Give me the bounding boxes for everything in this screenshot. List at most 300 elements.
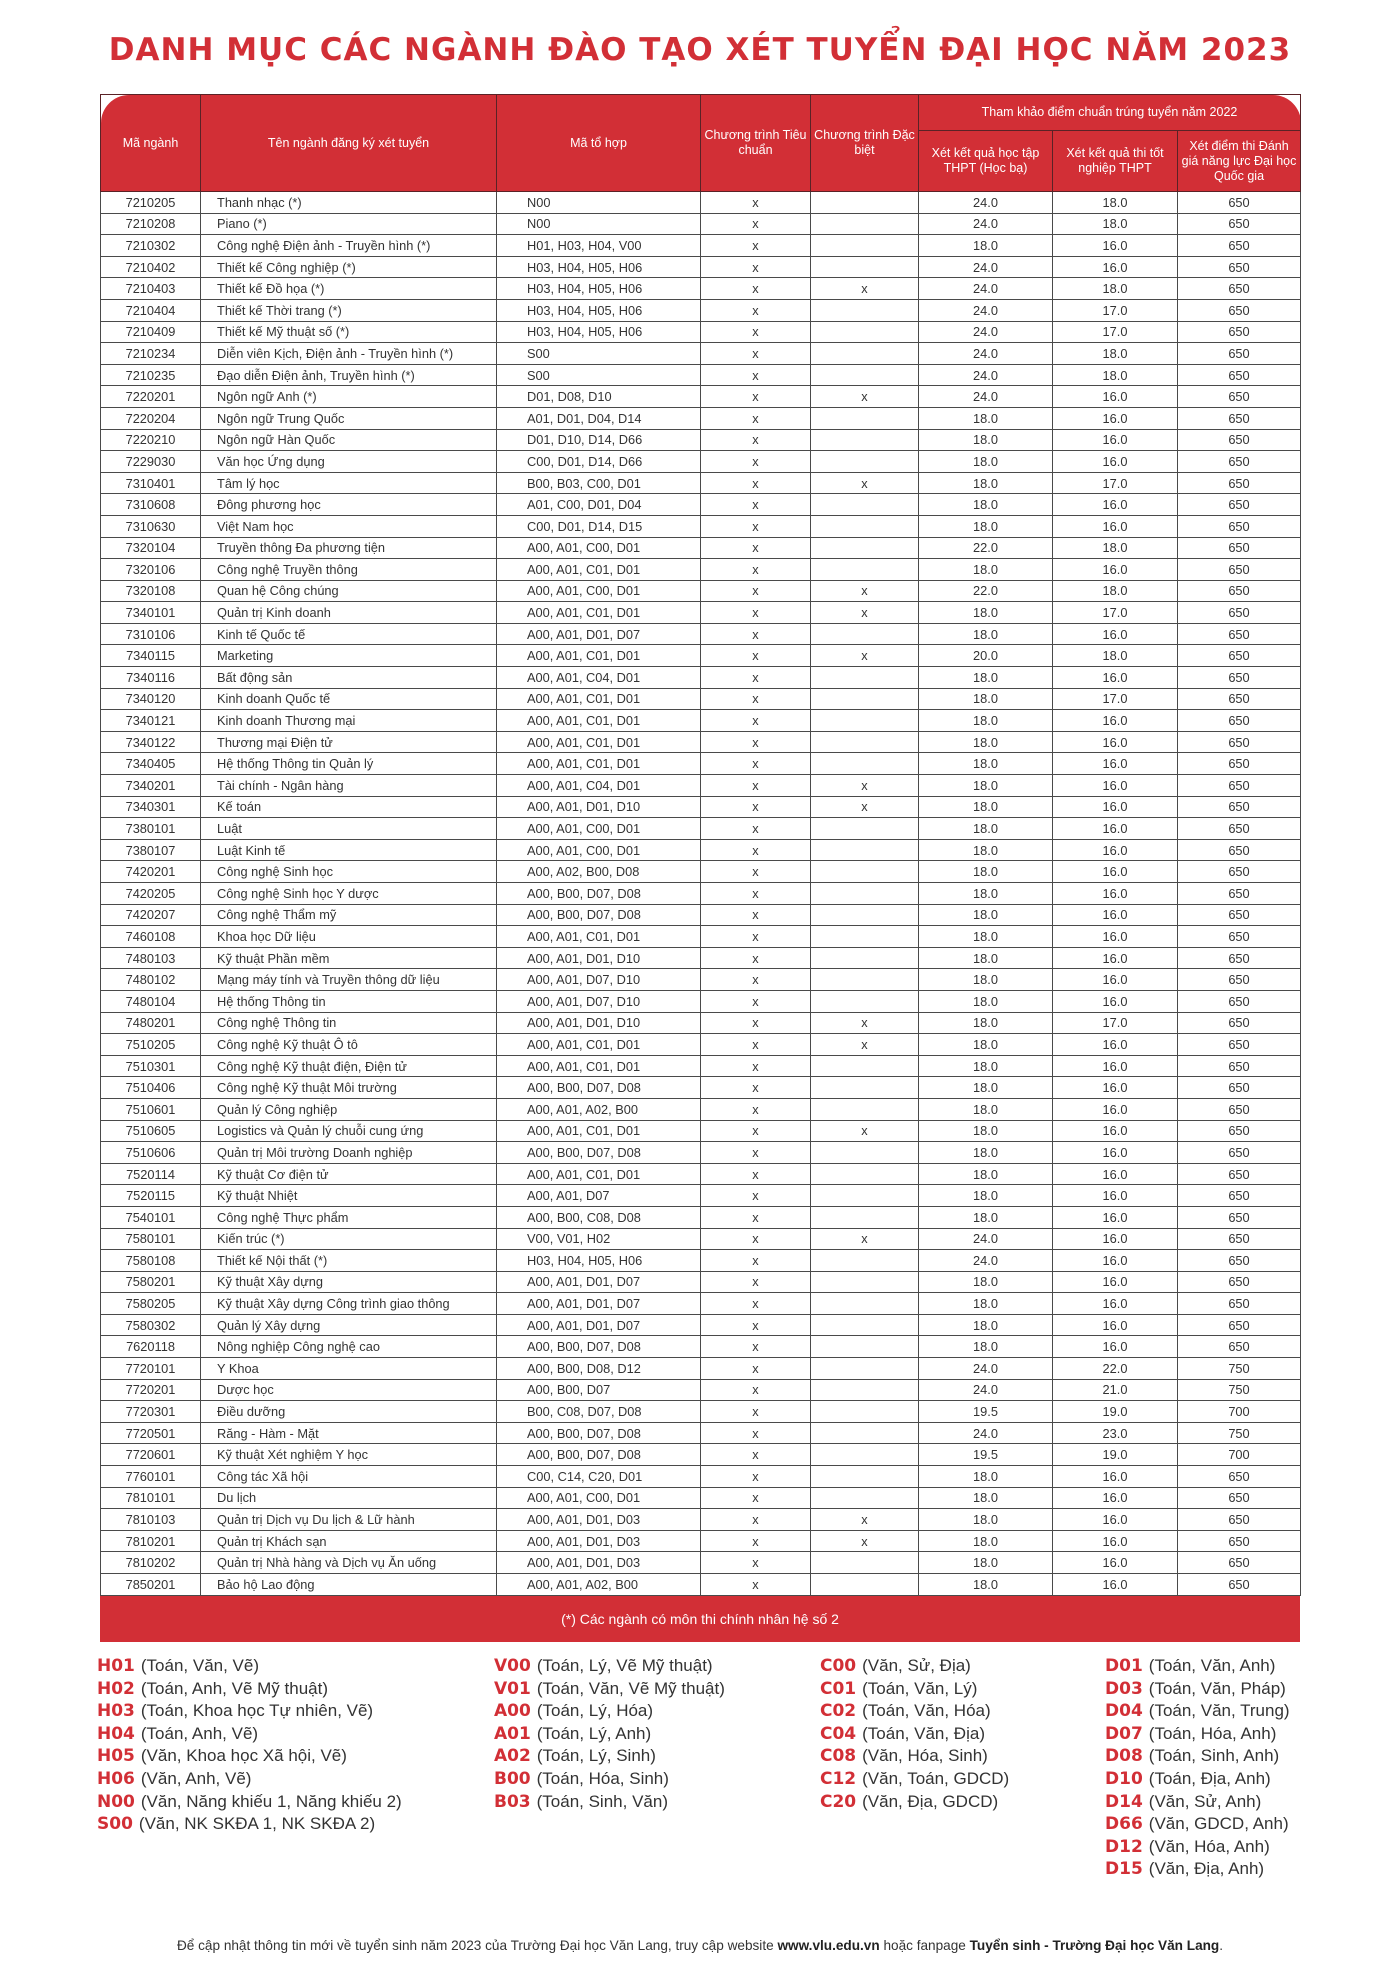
cell-standard: x xyxy=(701,1530,811,1552)
cell-standard: x xyxy=(701,386,811,408)
header-standard-program: Chương trình Tiêu chuẩn xyxy=(701,95,811,192)
legend-description: (Văn, Sử, Anh) xyxy=(1148,1791,1262,1811)
cell-code: 7340201 xyxy=(101,775,201,797)
cell-dgnl: 650 xyxy=(1178,1314,1301,1336)
cell-dgnl: 650 xyxy=(1178,429,1301,451)
cell-combos: A00, A01, C01, D01 xyxy=(497,731,701,753)
legend-item xyxy=(494,1700,725,1723)
table-row xyxy=(101,1574,1301,1596)
cell-thpt: 16.0 xyxy=(1053,883,1178,905)
cell-code: 7340120 xyxy=(101,688,201,710)
legend-item xyxy=(97,1655,402,1678)
cell-combos: D01, D10, D14, D66 xyxy=(497,429,701,451)
cell-standard: x xyxy=(701,645,811,667)
cell-name: Công tác Xã hội xyxy=(201,1466,497,1488)
cell-hocba: 18.0 xyxy=(919,602,1053,624)
cell-special xyxy=(811,1422,919,1444)
table-row xyxy=(101,537,1301,559)
cell-code: 7480201 xyxy=(101,1012,201,1034)
cell-thpt: 16.0 xyxy=(1053,818,1178,840)
cell-dgnl: 650 xyxy=(1178,969,1301,991)
cell-code: 7520114 xyxy=(101,1163,201,1185)
legend-description: (Toán, Văn, Địa) xyxy=(862,1723,985,1743)
cell-standard: x xyxy=(701,990,811,1012)
cell-name: Kỹ thuật Phần mềm xyxy=(201,947,497,969)
table-row xyxy=(101,602,1301,624)
cell-combos: A00, B00, D07, D08 xyxy=(497,1142,701,1164)
cell-hocba: 24.0 xyxy=(919,1379,1053,1401)
legend-code: D66 xyxy=(1105,1814,1143,1835)
legend-code: D03 xyxy=(1105,1678,1143,1699)
legend-item xyxy=(494,1723,725,1746)
legend-code: D12 xyxy=(1105,1836,1143,1857)
cell-name: Nông nghiệp Công nghệ cao xyxy=(201,1336,497,1358)
cell-combos: H03, H04, H05, H06 xyxy=(497,321,701,343)
cell-combos: H03, H04, H05, H06 xyxy=(497,256,701,278)
cell-hocba: 18.0 xyxy=(919,926,1053,948)
cell-special xyxy=(811,515,919,537)
cell-standard: x xyxy=(701,1379,811,1401)
cell-standard: x xyxy=(701,1163,811,1185)
cell-special xyxy=(811,688,919,710)
cell-thpt: 17.0 xyxy=(1053,688,1178,710)
cell-dgnl: 650 xyxy=(1178,537,1301,559)
legend-code: D01 xyxy=(1105,1656,1143,1676)
legend-description: (Văn, Địa, Anh) xyxy=(1148,1859,1265,1879)
cell-code: 7510301 xyxy=(101,1055,201,1077)
cell-combos: A00, A01, C01, D01 xyxy=(497,926,701,948)
legend-code: H06 xyxy=(97,1768,135,1789)
cell-standard: x xyxy=(701,1487,811,1509)
cell-standard: x xyxy=(701,667,811,689)
cell-name: Kỹ thuật Xây dựng Công trình giao thông xyxy=(201,1293,497,1315)
cell-special: x xyxy=(811,1120,919,1142)
cell-code: 7220210 xyxy=(101,429,201,451)
cell-name: Tài chính - Ngân hàng xyxy=(201,775,497,797)
cell-code: 7340122 xyxy=(101,731,201,753)
cell-standard: x xyxy=(701,1120,811,1142)
cell-special xyxy=(811,969,919,991)
cell-code: 7340405 xyxy=(101,753,201,775)
header-combos: Mã tổ hợp xyxy=(497,95,701,192)
cell-dgnl: 750 xyxy=(1178,1358,1301,1380)
cell-hocba: 24.0 xyxy=(919,213,1053,235)
legend-description: (Văn, Anh, Vẽ) xyxy=(140,1768,252,1788)
cell-name: Quản trị Nhà hàng và Dịch vụ Ăn uống xyxy=(201,1552,497,1574)
footer-fanpage-link[interactable]: Tuyển sinh - Trường Đại học Văn Lang xyxy=(969,1938,1220,1953)
cell-hocba: 18.0 xyxy=(919,1120,1053,1142)
cell-thpt: 23.0 xyxy=(1053,1422,1178,1444)
table-row xyxy=(101,1379,1301,1401)
cell-code: 7210234 xyxy=(101,343,201,365)
cell-code: 7510605 xyxy=(101,1120,201,1142)
cell-code: 7720201 xyxy=(101,1379,201,1401)
legend-description: (Văn, Địa, GDCD) xyxy=(862,1791,999,1811)
cell-dgnl: 650 xyxy=(1178,386,1301,408)
cell-thpt: 18.0 xyxy=(1053,278,1178,300)
table-row xyxy=(101,1487,1301,1509)
cell-code: 7310106 xyxy=(101,623,201,645)
cell-dgnl: 650 xyxy=(1178,1530,1301,1552)
cell-dgnl: 650 xyxy=(1178,1034,1301,1056)
legend-code: A02 xyxy=(494,1746,531,1767)
cell-combos: S00 xyxy=(497,364,701,386)
cell-hocba: 24.0 xyxy=(919,256,1053,278)
cell-hocba: 18.0 xyxy=(919,710,1053,732)
cell-standard: x xyxy=(701,299,811,321)
cell-combos: A00, A01, C01, D01 xyxy=(497,710,701,732)
legend-description: (Văn, Sử, Địa) xyxy=(862,1656,971,1675)
cell-thpt: 17.0 xyxy=(1053,602,1178,624)
cell-name: Kỹ thuật Xét nghiệm Y học xyxy=(201,1444,497,1466)
cell-name: Ngôn ngữ Anh (*) xyxy=(201,386,497,408)
cell-dgnl: 650 xyxy=(1178,796,1301,818)
cell-dgnl: 650 xyxy=(1178,472,1301,494)
cell-special xyxy=(811,537,919,559)
cell-dgnl: 650 xyxy=(1178,1336,1301,1358)
page-title: DANH MỤC CÁC NGÀNH ĐÀO TẠO XÉT TUYỂN ĐẠI HỌC NĂM 2023 xyxy=(108,32,1292,68)
table-row xyxy=(101,1250,1301,1272)
cell-name: Việt Nam học xyxy=(201,515,497,537)
cell-combos: A00, A01, C01, D01 xyxy=(497,559,701,581)
legend-item xyxy=(820,1745,1009,1768)
cell-standard: x xyxy=(701,1552,811,1574)
cell-standard: x xyxy=(701,364,811,386)
cell-dgnl: 650 xyxy=(1178,1228,1301,1250)
cell-dgnl: 650 xyxy=(1178,883,1301,905)
cell-name: Kiến trúc (*) xyxy=(201,1228,497,1250)
cell-combos: A00, B00, D07, D08 xyxy=(497,883,701,905)
cell-hocba: 18.0 xyxy=(919,883,1053,905)
cell-name: Marketing xyxy=(201,645,497,667)
cell-code: 7320108 xyxy=(101,580,201,602)
cell-special xyxy=(811,1358,919,1380)
table-row xyxy=(101,883,1301,905)
cell-special xyxy=(811,494,919,516)
cell-thpt: 17.0 xyxy=(1053,299,1178,321)
cell-name: Quản lý Xây dựng xyxy=(201,1314,497,1336)
cell-dgnl: 650 xyxy=(1178,731,1301,753)
cell-standard: x xyxy=(701,1250,811,1272)
cell-thpt: 18.0 xyxy=(1053,364,1178,386)
cell-standard: x xyxy=(701,602,811,624)
cell-thpt: 16.0 xyxy=(1053,667,1178,689)
cell-name: Kỹ thuật Xây dựng xyxy=(201,1271,497,1293)
cell-hocba: 24.0 xyxy=(919,364,1053,386)
table-row xyxy=(101,1142,1301,1164)
table-row xyxy=(101,1077,1301,1099)
legend-description: (Toán, Khoa học Tự nhiên, Vẽ) xyxy=(140,1701,374,1721)
table-row xyxy=(101,1163,1301,1185)
cell-thpt: 16.0 xyxy=(1053,1250,1178,1272)
cell-dgnl: 650 xyxy=(1178,1206,1301,1228)
cell-combos: A00, A01, C00, D01 xyxy=(497,818,701,840)
cell-standard: x xyxy=(701,839,811,861)
cell-standard: x xyxy=(701,1574,811,1596)
table-row xyxy=(101,1206,1301,1228)
cell-dgnl: 650 xyxy=(1178,775,1301,797)
legend-item xyxy=(97,1768,402,1791)
cell-special: x xyxy=(811,796,919,818)
legend-description: (Văn, Khoa học Xã hội, Vẽ) xyxy=(140,1746,347,1766)
cell-name: Luật xyxy=(201,818,497,840)
table-row xyxy=(101,796,1301,818)
cell-thpt: 16.0 xyxy=(1053,1163,1178,1185)
cell-special: x xyxy=(811,645,919,667)
legend-code: C08 xyxy=(820,1746,857,1767)
cell-combos: A00, A01, D01, D07 xyxy=(497,1314,701,1336)
cell-combos: N00 xyxy=(497,192,701,214)
cell-dgnl: 700 xyxy=(1178,1401,1301,1423)
cell-dgnl: 650 xyxy=(1178,926,1301,948)
cell-standard: x xyxy=(701,775,811,797)
table-row xyxy=(101,559,1301,581)
cell-standard: x xyxy=(701,1012,811,1034)
cell-thpt: 16.0 xyxy=(1053,710,1178,732)
cell-hocba: 18.0 xyxy=(919,1012,1053,1034)
cell-combos: A00, A01, C00, D01 xyxy=(497,537,701,559)
cell-code: 7210402 xyxy=(101,256,201,278)
cell-standard: x xyxy=(701,947,811,969)
table-row xyxy=(101,1314,1301,1336)
cell-special xyxy=(811,407,919,429)
cell-combos: A00, A02, B00, D08 xyxy=(497,861,701,883)
legend-code: B00 xyxy=(494,1768,531,1789)
cell-standard: x xyxy=(701,256,811,278)
majors-table-container xyxy=(100,94,1300,1642)
cell-code: 7720101 xyxy=(101,1358,201,1380)
cell-special xyxy=(811,429,919,451)
cell-combos: A00, B00, D07 xyxy=(497,1379,701,1401)
cell-name: Bảo hộ Lao động xyxy=(201,1574,497,1596)
cell-special xyxy=(811,1336,919,1358)
legend-description: (Toán, Văn, Vẽ) xyxy=(140,1656,260,1675)
cell-combos: C00, C14, C20, D01 xyxy=(497,1466,701,1488)
cell-standard: x xyxy=(701,321,811,343)
cell-combos: H03, H04, H05, H06 xyxy=(497,278,701,300)
cell-code: 7320104 xyxy=(101,537,201,559)
cell-combos: A00, A01, D01, D10 xyxy=(497,796,701,818)
legend-code: D14 xyxy=(1105,1791,1143,1812)
cell-special xyxy=(811,1250,919,1272)
cell-thpt: 16.0 xyxy=(1053,1509,1178,1531)
table-row xyxy=(101,494,1301,516)
cell-dgnl: 650 xyxy=(1178,1509,1301,1531)
cell-special xyxy=(811,818,919,840)
table-row xyxy=(101,472,1301,494)
footer-text-before: Để cập nhật thông tin mới về tuyển sinh năm 2023 của Trường Đại học Văn Lang, truy cập website xyxy=(176,1938,778,1953)
cell-special xyxy=(811,1552,919,1574)
legend-description: (Toán, Văn, Trung) xyxy=(1148,1701,1290,1721)
cell-name: Công nghệ Kỹ thuật Ô tô xyxy=(201,1034,497,1056)
cell-name: Hệ thống Thông tin xyxy=(201,990,497,1012)
cell-code: 7510601 xyxy=(101,1098,201,1120)
cell-name: Mạng máy tính và Truyền thông dữ liệu xyxy=(201,969,497,991)
cell-combos: A00, B00, D07, D08 xyxy=(497,1444,701,1466)
cell-special xyxy=(811,731,919,753)
legend-description: (Toán, Văn, Vẽ Mỹ thuật) xyxy=(536,1678,725,1698)
cell-hocba: 18.0 xyxy=(919,775,1053,797)
cell-hocba: 24.0 xyxy=(919,1250,1053,1272)
cell-special xyxy=(811,1444,919,1466)
legend-description: (Toán, Hóa, Anh) xyxy=(1148,1723,1277,1743)
cell-combos: B00, B03, C00, D01 xyxy=(497,472,701,494)
cell-code: 7420201 xyxy=(101,861,201,883)
cell-hocba: 24.0 xyxy=(919,386,1053,408)
cell-code: 7340121 xyxy=(101,710,201,732)
footer-note xyxy=(0,1938,1400,1953)
cell-code: 7220204 xyxy=(101,407,201,429)
cell-thpt: 17.0 xyxy=(1053,321,1178,343)
cell-combos: A00, A01, D01, D07 xyxy=(497,623,701,645)
cell-name: Đạo diễn Điện ảnh, Truyền hình (*) xyxy=(201,364,497,386)
cell-dgnl: 650 xyxy=(1178,580,1301,602)
legend-item xyxy=(1105,1836,1290,1859)
cell-thpt: 16.0 xyxy=(1053,753,1178,775)
legend-description: (Văn, Hóa, Sinh) xyxy=(862,1746,988,1766)
legend-item xyxy=(1105,1700,1290,1723)
table-row xyxy=(101,947,1301,969)
cell-standard: x xyxy=(701,1336,811,1358)
cell-code: 7810201 xyxy=(101,1530,201,1552)
table-row xyxy=(101,1358,1301,1380)
cell-hocba: 18.0 xyxy=(919,1077,1053,1099)
cell-special xyxy=(811,321,919,343)
table-row xyxy=(101,990,1301,1012)
cell-combos: A00, A01, C01, D01 xyxy=(497,1055,701,1077)
legend-code: A01 xyxy=(494,1723,531,1744)
cell-code: 7480102 xyxy=(101,969,201,991)
cell-name: Thiết kế Đồ họa (*) xyxy=(201,278,497,300)
cell-name: Dược học xyxy=(201,1379,497,1401)
cell-thpt: 16.0 xyxy=(1053,1574,1178,1596)
cell-standard: x xyxy=(701,969,811,991)
cell-dgnl: 650 xyxy=(1178,990,1301,1012)
cell-hocba: 18.0 xyxy=(919,839,1053,861)
cell-thpt: 16.0 xyxy=(1053,1077,1178,1099)
legend-description: (Toán, Lý, Hóa) xyxy=(536,1701,654,1721)
cell-special xyxy=(811,1293,919,1315)
table-row xyxy=(101,192,1301,214)
cell-special xyxy=(811,451,919,473)
cell-hocba: 18.0 xyxy=(919,1142,1053,1164)
cell-special xyxy=(811,1271,919,1293)
legend-code: C02 xyxy=(820,1701,857,1722)
cell-thpt: 18.0 xyxy=(1053,343,1178,365)
cell-hocba: 19.5 xyxy=(919,1401,1053,1423)
table-row xyxy=(101,1466,1301,1488)
cell-special xyxy=(811,192,919,214)
cell-dgnl: 650 xyxy=(1178,343,1301,365)
cell-code: 7580205 xyxy=(101,1293,201,1315)
cell-dgnl: 650 xyxy=(1178,839,1301,861)
cell-thpt: 18.0 xyxy=(1053,213,1178,235)
footer-website-link[interactable]: www.vlu.edu.vn xyxy=(777,1938,880,1953)
cell-dgnl: 650 xyxy=(1178,515,1301,537)
cell-hocba: 18.0 xyxy=(919,515,1053,537)
cell-special xyxy=(811,753,919,775)
cell-thpt: 17.0 xyxy=(1053,472,1178,494)
cell-standard: x xyxy=(701,192,811,214)
cell-special xyxy=(811,839,919,861)
cell-dgnl: 650 xyxy=(1178,559,1301,581)
cell-thpt: 16.0 xyxy=(1053,515,1178,537)
cell-thpt: 16.0 xyxy=(1053,1336,1178,1358)
cell-hocba: 24.0 xyxy=(919,1422,1053,1444)
legend-item xyxy=(97,1813,402,1836)
table-row xyxy=(101,213,1301,235)
cell-standard: x xyxy=(701,1314,811,1336)
table-row xyxy=(101,688,1301,710)
cell-name: Điều dưỡng xyxy=(201,1401,497,1423)
cell-name: Thương mại Điện tử xyxy=(201,731,497,753)
legend-code: N00 xyxy=(97,1791,135,1812)
cell-hocba: 18.0 xyxy=(919,623,1053,645)
cell-code: 7520115 xyxy=(101,1185,201,1207)
cell-special xyxy=(811,883,919,905)
cell-code: 7320106 xyxy=(101,559,201,581)
cell-dgnl: 650 xyxy=(1178,710,1301,732)
table-row xyxy=(101,364,1301,386)
cell-standard: x xyxy=(701,1271,811,1293)
cell-standard: x xyxy=(701,1206,811,1228)
cell-thpt: 16.0 xyxy=(1053,947,1178,969)
cell-special: x xyxy=(811,602,919,624)
cell-special xyxy=(811,710,919,732)
legend-description: (Toán, Anh, Vẽ Mỹ thuật) xyxy=(140,1678,328,1698)
table-row xyxy=(101,1055,1301,1077)
header-dgnl: Xét điểm thi Đánh giá năng lực Đại học Quốc gia xyxy=(1178,131,1301,192)
cell-special xyxy=(811,1401,919,1423)
cell-dgnl: 650 xyxy=(1178,1077,1301,1099)
cell-dgnl: 650 xyxy=(1178,1012,1301,1034)
table-row xyxy=(101,321,1301,343)
cell-dgnl: 650 xyxy=(1178,947,1301,969)
cell-hocba: 18.0 xyxy=(919,688,1053,710)
cell-dgnl: 650 xyxy=(1178,407,1301,429)
cell-standard: x xyxy=(701,1034,811,1056)
cell-code: 7420207 xyxy=(101,904,201,926)
header-thpt: Xét kết quả thi tốt nghiệp THPT xyxy=(1053,131,1178,192)
cell-code: 7310401 xyxy=(101,472,201,494)
cell-combos: A00, A01, D07, D10 xyxy=(497,969,701,991)
cell-combos: A00, A01, C00, D01 xyxy=(497,1487,701,1509)
cell-thpt: 16.0 xyxy=(1053,926,1178,948)
cell-thpt: 16.0 xyxy=(1053,796,1178,818)
cell-hocba: 18.0 xyxy=(919,472,1053,494)
cell-hocba: 18.0 xyxy=(919,494,1053,516)
legend-code: H03 xyxy=(97,1701,135,1722)
cell-dgnl: 650 xyxy=(1178,688,1301,710)
cell-special xyxy=(811,1098,919,1120)
cell-standard: x xyxy=(701,688,811,710)
cell-hocba: 18.0 xyxy=(919,947,1053,969)
cell-special xyxy=(811,1185,919,1207)
header-code: Mã ngành xyxy=(101,95,201,192)
legend-item xyxy=(820,1723,1009,1746)
cell-hocba: 18.0 xyxy=(919,731,1053,753)
legend-item xyxy=(1105,1678,1290,1701)
cell-code: 7510406 xyxy=(101,1077,201,1099)
cell-hocba: 18.0 xyxy=(919,407,1053,429)
cell-special xyxy=(811,1163,919,1185)
table-row xyxy=(101,1336,1301,1358)
cell-hocba: 18.0 xyxy=(919,429,1053,451)
cell-code: 7510205 xyxy=(101,1034,201,1056)
cell-combos: D01, D08, D10 xyxy=(497,386,701,408)
cell-thpt: 16.0 xyxy=(1053,775,1178,797)
cell-thpt: 16.0 xyxy=(1053,1098,1178,1120)
